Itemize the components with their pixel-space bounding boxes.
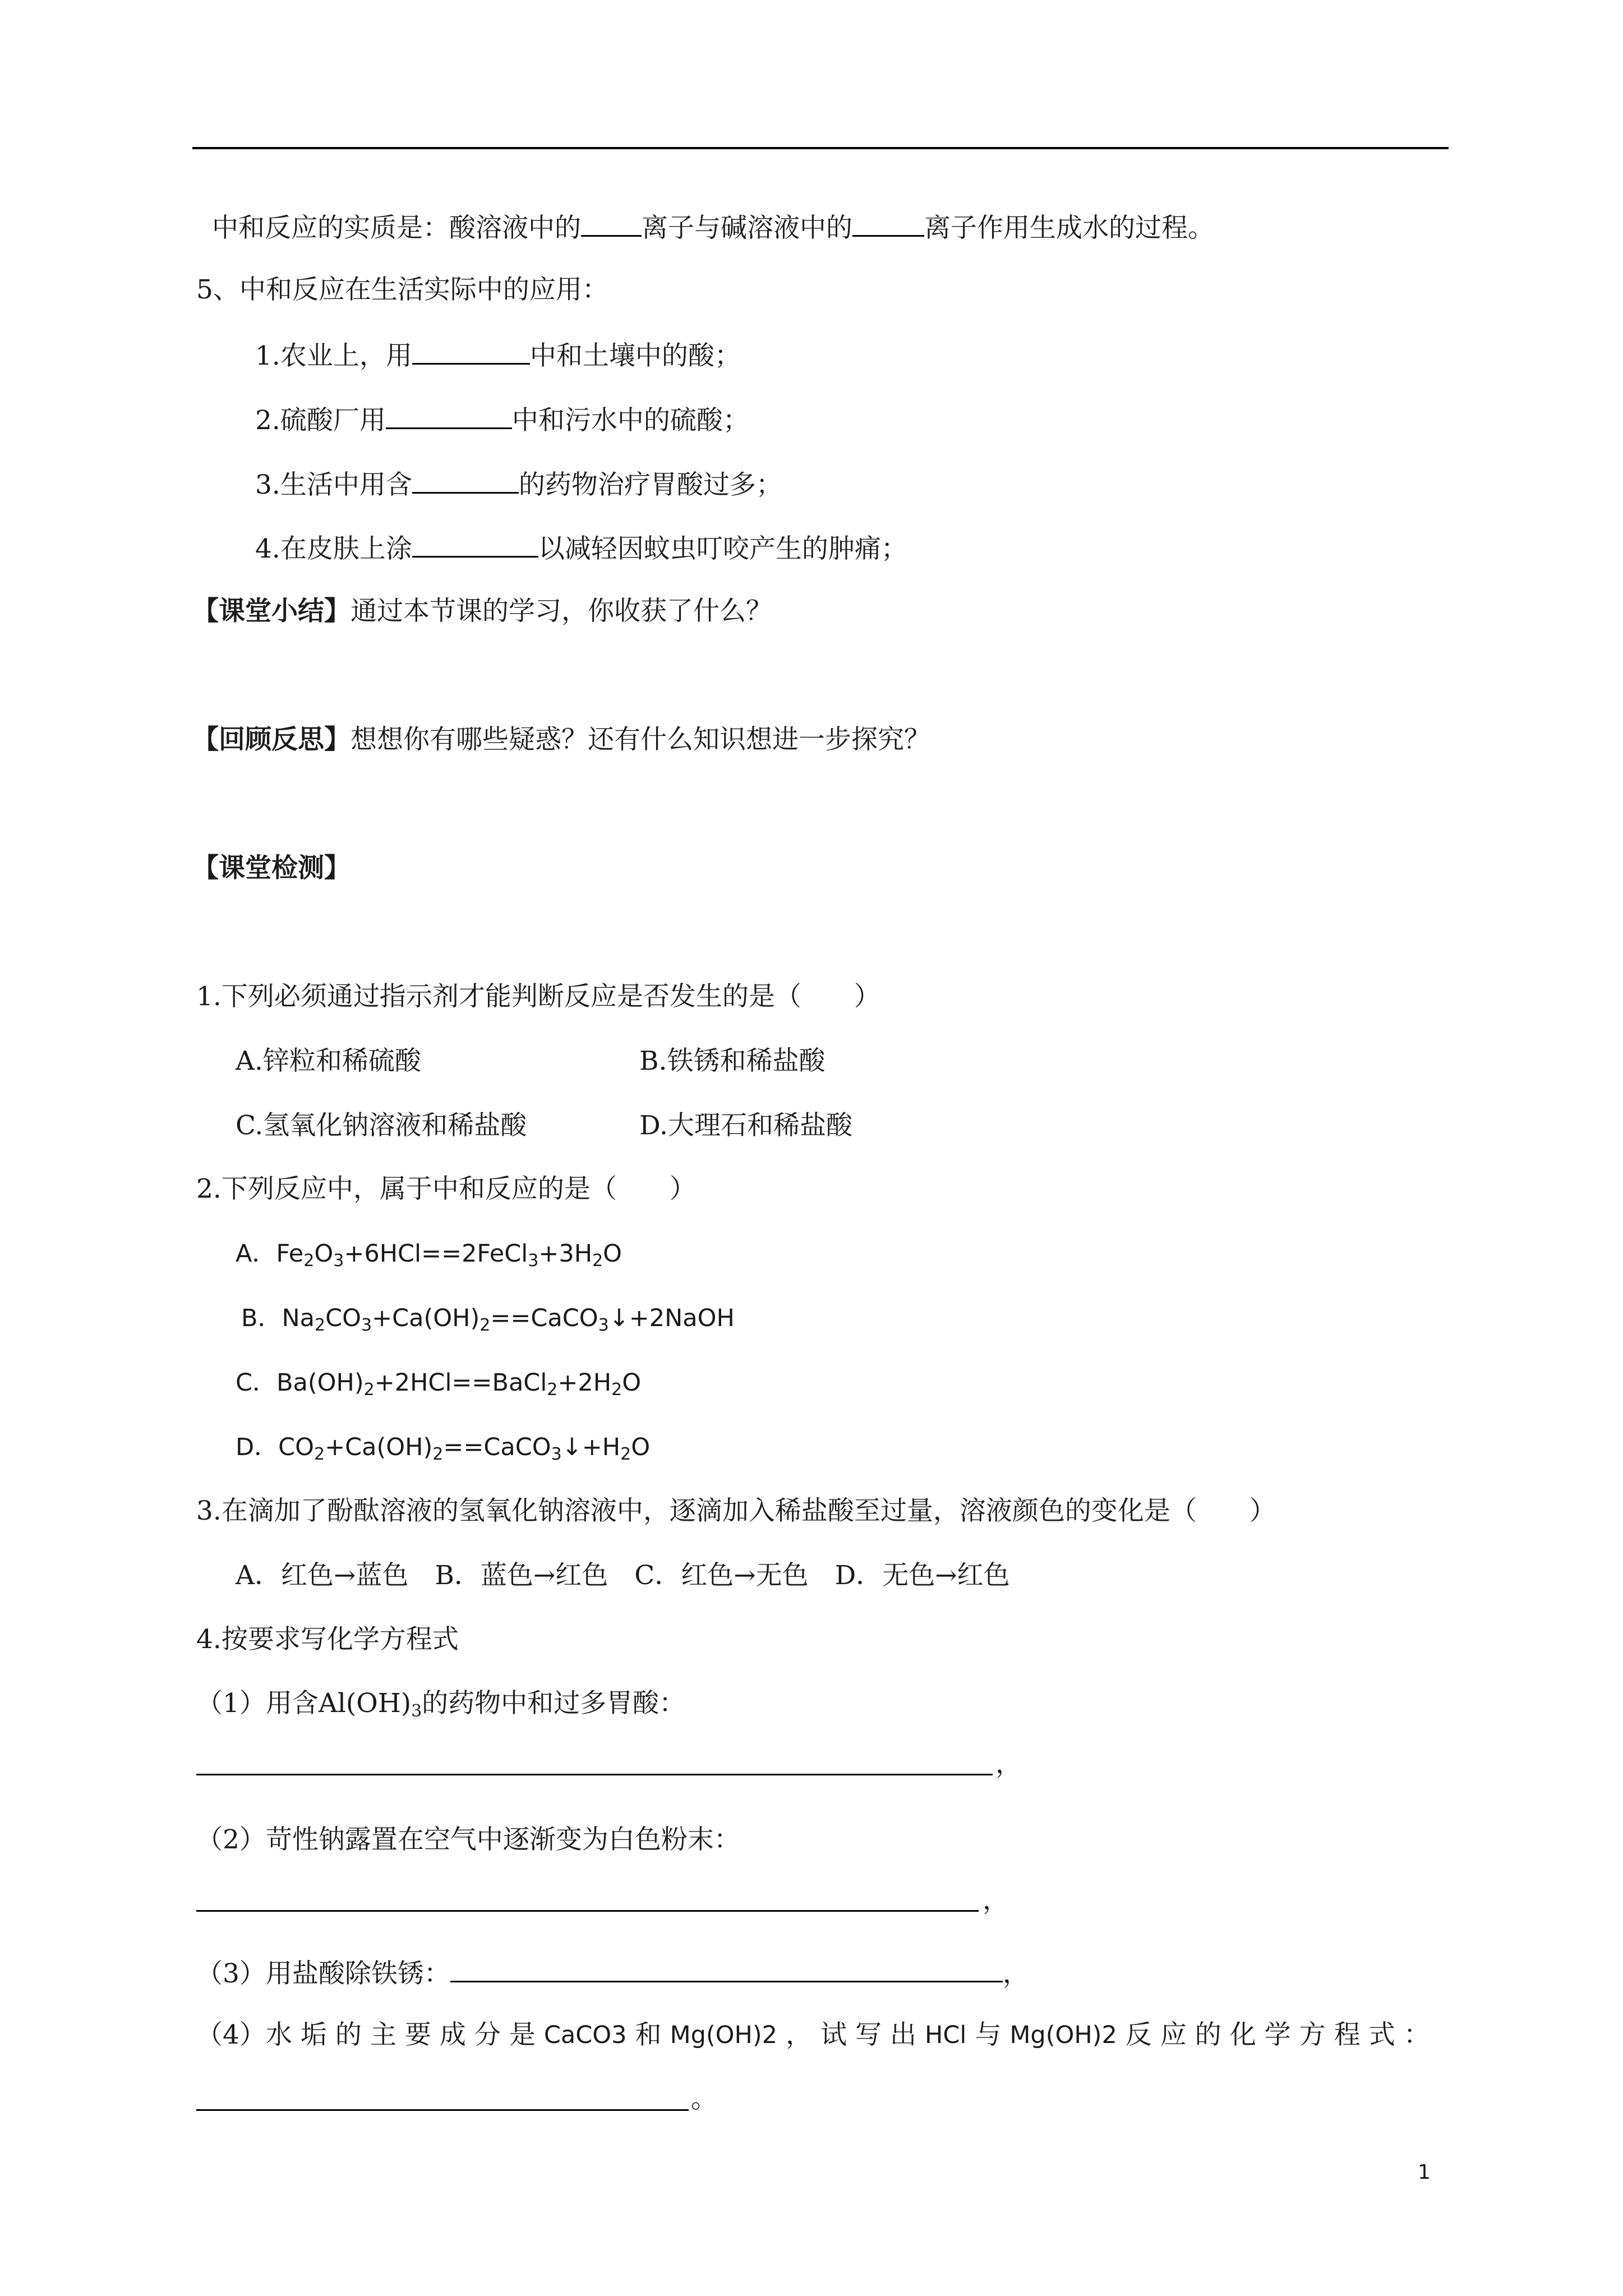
q4-part2: （2）苛性钠露置在空气中逐渐变为白色粉末： [196,1824,740,1855]
q1-stem: 1.下列必须通过指示剂才能判断反应是否发生的是（ ） [196,981,880,1012]
q2-option-a[interactable]: A．$Fe_2O_3+6HCl==2FeCl_3+3H_2O$ [236,1240,623,1271]
q2-option-b[interactable]: B．$Na_2CO_3+Ca(OH)_2==CaCO_3↓+2NaOH$ [241,1304,735,1335]
blank-base-ion[interactable] [852,209,924,237]
header-rule [192,147,1449,149]
blank-skin[interactable] [412,530,538,558]
summary-line: 【课堂小结】通过本节课的学习，你收获了什么？ [192,596,772,627]
essence-line: 中和反应的实质是：酸溶液中的 离子与碱溶液中的 离子作用生成水的过程。 [212,209,1214,245]
comma: ， [983,1885,1009,1916]
reflection-line: 【回顾反思】想想你有哪些疑惑？还有什么知识想进一步探究？ [192,724,930,755]
test-heading: 【课堂检测】 [192,853,351,884]
q4-part4: （4）水 垢 的 主 要 成 分 是 CaCO3 和 Mg(OH)2 ， 试 写 出 HCl 与 Mg(OH)2 反 应 的 化 学 方 程 式 ： [196,2019,1430,2050]
application-item: 2.硫酸厂用 中和污水中的硫酸； [255,402,749,438]
q2-option-c[interactable]: C．$Ba(OH)_2+2HCl==BaCl_2+2H_2O$ [236,1369,642,1400]
blank-medicine[interactable] [412,466,519,494]
q3-options[interactable]: A．红色→蓝色 B．蓝色→红色 C．红色→无色 D．无色→红色 [236,1560,1010,1591]
q1-option-b[interactable]: B.铁锈和稀盐酸 [639,1046,826,1076]
answer-line-1[interactable] [196,1774,993,1775]
q2-option-d[interactable]: D．$CO_2+Ca(OH)_2==CaCO_3↓+H_2O$ [236,1433,651,1464]
answer-line-2[interactable] [196,1910,979,1912]
answer-line-3[interactable] [450,1955,1003,1982]
answer-line-4[interactable] [196,2109,689,2111]
application-item: 3.生活中用含 的药物治疗胃酸过多； [255,466,782,502]
section5-title: 5、中和反应在生活实际中的应用： [196,274,608,305]
q3-stem: 3.在滴加了酚酞溶液的氢氧化钠溶液中，逐滴加入稀盐酸至过量，溶液颜色的变化是（ ） [196,1496,1276,1526]
application-item: 1.农业上，用 中和土壤中的酸； [255,337,741,373]
q4-part3: （3）用盐酸除铁锈： ， [196,1955,1029,1991]
q4-stem: 4.按要求写化学方程式 [196,1624,459,1655]
q1-option-d[interactable]: D.大理石和稀盐酸 [639,1110,852,1141]
blank-agriculture[interactable] [412,337,530,365]
q1-option-a[interactable]: A.锌粒和稀硫酸 [236,1046,421,1076]
application-item: 4.在皮肤上涂 以减轻因蚊虫叮咬产生的肿痛； [255,530,907,566]
q1-option-c[interactable]: C.氢氧化钠溶液和稀盐酸 [236,1110,527,1141]
period: 。 [691,2083,717,2114]
page-number: 1 [1418,2161,1431,2184]
comma: ， [995,1749,1022,1779]
q2-stem: 2.下列反应中，属于中和反应的是（ ） [196,1174,696,1204]
q4-part1: （1）用含$Al(OH)_3$的药物中和过多胃酸： [196,1688,686,1721]
blank-factory[interactable] [386,402,512,429]
blank-acid-ion[interactable] [581,209,642,237]
